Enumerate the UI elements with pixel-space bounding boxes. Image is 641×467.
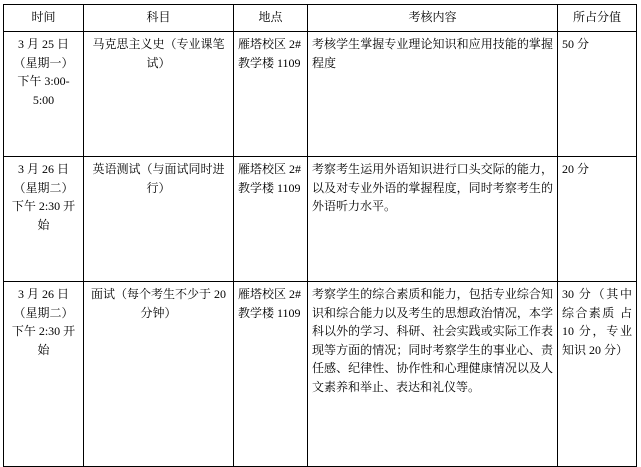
header-cell-score: 所占分值 [558,5,637,32]
table-header-row [4,5,637,32]
cell-place: 雁塔校区 2#教学楼 1109 [234,157,308,282]
cell-time: 3 月 25 日（星期一）下午 3:00-5:00 [4,32,84,157]
header-cell-content: 考核内容 [308,5,558,32]
table-row [4,157,637,282]
header-cell-time: 时间 [4,5,84,32]
cell-content: 考察学生的综合素质和能力，包括专业综合知识和综合能力以及考生的思想政治情况，本学科以外的学习、科研、社会实践或实际工作表现等方面的情况；同时考察学生的事业心、责任感、纪律性、协作性和心理健康情况以及人文素养和举止、表达和礼仪等。 [308,282,558,467]
cell-place: 雁塔校区 2#教学楼 1109 [234,32,308,157]
cell-content: 考核学生掌握专业理论知识和应用技能的掌握程度 [308,32,558,157]
cell-time: 3 月 26 日（星期二）下午 2:30 开始 [4,157,84,282]
table-row [4,282,637,467]
cell-score: 50 分 [558,32,637,157]
cell-time: 3 月 26 日（星期二）下午 2:30 开始 [4,282,84,467]
cell-score: 20 分 [558,157,637,282]
header-cell-place: 地点 [234,5,308,32]
table-header [4,5,637,32]
cell-subject: 英语测试（与面试同时进行） [84,157,234,282]
table-body [4,32,637,467]
cell-subject: 面试（每个考生不少于 20 分钟） [84,282,234,467]
cell-place: 雁塔校区 2#教学楼 1109 [234,282,308,467]
cell-score: 30 分（其中综合素质 占 10 分，专业知识 20 分） [558,282,637,467]
cell-subject: 马克思主义史（专业课笔试） [84,32,234,157]
table-row [4,32,637,157]
exam-schedule-table [3,4,637,467]
cell-content: 考察考生运用外语知识进行口头交际的能力，以及对专业外语的掌握程度，同时考察考生的外语听力水平。 [308,157,558,282]
header-cell-subject: 科目 [84,5,234,32]
